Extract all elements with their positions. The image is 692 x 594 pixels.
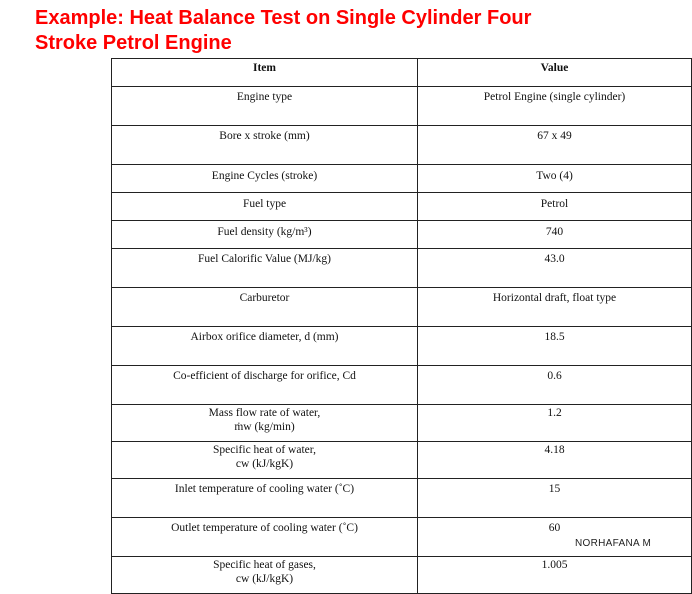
header-value: Value [418,59,692,87]
row-value: 18.5 [418,327,692,366]
table-row [112,249,692,288]
row-value: 740 [418,221,692,249]
row-item-line-2: cw (kJ/kgK) [235,458,294,470]
engine-spec-table [111,58,692,594]
row-item: Outlet temperature of cooling water (˚C) [112,518,418,557]
row-item: Co-efficient of discharge for orifice, Cd [112,366,418,405]
row-item: Inlet temperature of cooling water (˚C) [112,479,418,518]
row-item: Engine type [112,87,418,126]
row-item [112,405,418,442]
row-value: Horizontal draft, float type [418,288,692,327]
table-row [112,126,692,165]
row-item: Bore x stroke (mm) [112,126,418,165]
row-item: Fuel Calorific Value (MJ/kg) [112,249,418,288]
table-row [112,518,692,557]
table-row [112,221,692,249]
row-item-line-1: Mass flow rate of water, [208,407,321,419]
row-item-line-1: Specific heat of water, [213,444,316,456]
slide-title-line-1: Example: Heat Balance Test on Single Cylinder Four [35,7,532,29]
row-value: 0.6 [418,366,692,405]
table-row [112,557,692,594]
row-value: 4.18 [418,442,692,479]
table-header-row [112,59,692,87]
slide-title-line-2: Stroke Petrol Engine [35,32,232,54]
row-value: 43.0 [418,249,692,288]
row-item [112,442,418,479]
row-value: 15 [418,479,692,518]
author-footer: NORHAFANA M [575,538,652,549]
row-value: 67 x 49 [418,126,692,165]
row-value: Two (4) [418,165,692,193]
slide-title [35,6,531,56]
table-row [112,405,692,442]
table-row [112,442,692,479]
row-item: Airbox orifice diameter, d (mm) [112,327,418,366]
row-item-line-2: cw (kJ/kgK) [235,573,294,585]
table-row [112,327,692,366]
row-item: Fuel density (kg/m³) [112,221,418,249]
row-value: 1.2 [418,405,692,442]
row-value: Petrol [418,193,692,221]
row-value: Petrol Engine (single cylinder) [418,87,692,126]
row-item-line-1: Specific heat of gases, [213,559,316,571]
row-item: Carburetor [112,288,418,327]
row-item: Fuel type [112,193,418,221]
row-value: 60 [418,518,692,557]
table-row [112,165,692,193]
table-row [112,366,692,405]
header-item: Item [112,59,418,87]
table-row [112,87,692,126]
table-row [112,288,692,327]
table-row [112,479,692,518]
row-value: 1.005 [418,557,692,594]
row-item [112,557,418,594]
table-row [112,193,692,221]
row-item: Engine Cycles (stroke) [112,165,418,193]
row-item-line-2: ṁw (kg/min) [234,421,295,433]
